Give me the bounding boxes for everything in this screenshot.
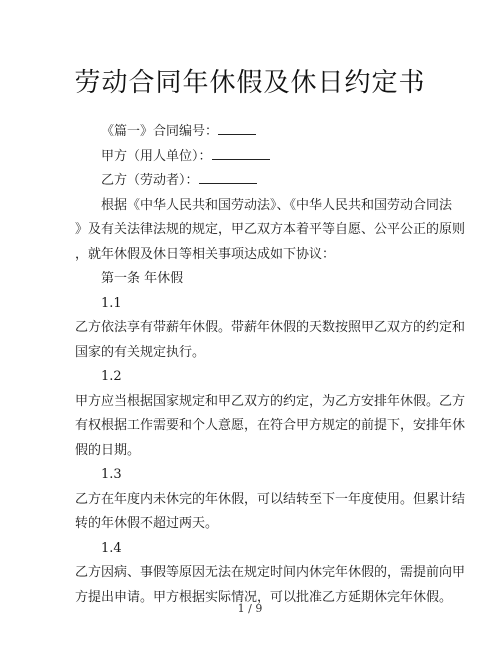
contract-number-label: 《篇一》合同编号： [101,124,219,139]
clause-text-line: 乙方因病、事假等原因无法在规定时间内休完年休假的，需提前向甲 [75,565,466,580]
clause-text-line: 有权根据工作需要和个人意愿，在符合甲方规定的前提下，安排年休 [75,418,466,433]
clause-text-line: 乙方依法享有带薪年休假。带薪年休假的天数按照甲乙双方的约定和 [75,320,466,335]
intro-line: 根据《中华人民共和国劳动法》、《中华人民共和国劳动合同法 [101,197,453,213]
clause-text-line: 乙方在年度内未休完的年休假，可以结转至下一年度使用。但累计结 [75,491,466,507]
document-title: 劳动合同年休假及休日约定书 [74,68,426,98]
contract-number-field [75,120,435,145]
contract-number-blank [218,122,256,135]
clause-number: 1.3 [101,467,122,482]
article-heading: 第一条 年休假 [101,271,184,286]
clause-text-line: 甲方应当根据国家规定和甲乙双方的约定，为乙方安排年休假。乙方 [75,393,466,409]
clause-number: 1.1 [101,295,122,311]
party-a-label: 甲方（用人单位）： [101,148,212,164]
intro-line: 》及有关法律法规的规定，甲乙双方本着平等自愿、公平公正的原则 [75,222,466,237]
clause-number: 1.2 [101,369,122,384]
party-b-field [75,169,435,194]
party-a-field [75,145,435,170]
party-a-blank [212,147,270,160]
party-b-blank [199,171,257,184]
document-body [75,120,466,610]
clause-number: 1.4 [101,540,122,556]
intro-line: ，就年休假及休日等相关事项达成如下协议： [75,246,336,262]
clause-text-line: 转的年休假不超过两天。 [75,516,219,531]
clause-text-line: 国家的有关规定执行。 [75,344,206,360]
page-number: 1 / 9 [237,602,263,615]
party-b-label: 乙方（劳动者）： [101,173,199,188]
clause-text-line: 假的日期。 [75,442,141,458]
clause-text-line: 方提出申请。甲方根据实际情况，可以批准乙方延期休完年休假。 [75,589,453,605]
